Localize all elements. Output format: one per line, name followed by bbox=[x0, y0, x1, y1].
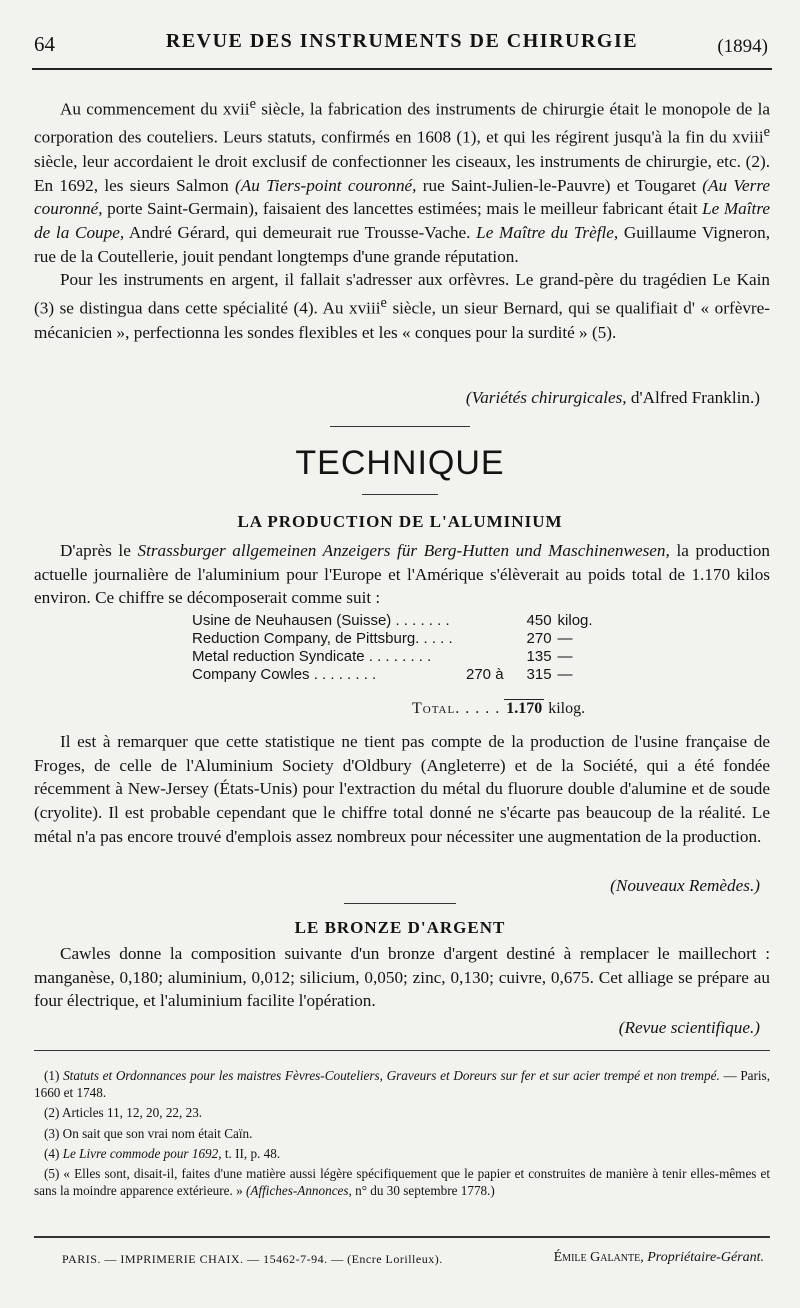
aluminium-intro: D'après le Strassburger allgemeinen Anzeigers für Berg-Hutten und Maschinenwesen, la production actuelle journalière de l'aluminium pour l'Europe et l'Amérique s'élèverait au poids total de 1.170 kilos environ. Ce chiffre se décomposerait comme suit : bbox=[34, 541, 770, 608]
footnote-1: (1) Statuts et Ordonnances pour les maistres Fèvres-Couteliers, Graveurs et Doreurs sur fer et sur acier trempé et non trempé. — Paris, 1660 et 1748. bbox=[34, 1068, 770, 1101]
table-cell-b: 315 bbox=[526, 666, 552, 683]
section-rule-top bbox=[330, 426, 470, 427]
footer-rule bbox=[34, 1236, 770, 1238]
journal-title: REVUE DES INSTRUMENTS DE CHIRURGIE bbox=[165, 30, 639, 52]
article-title-aluminium: LA PRODUCTION DE L'ALUMINIUM bbox=[237, 512, 563, 531]
intro-paragraph-2: Pour les instruments en argent, il fallait s'adresser aux orfèvres. Le grand-père du tragédien Le Kain (3) se distingua dans cette spécialité (4). Au xviii$^e$ siècle, un sieur Bernard, qui se qualifiait d' « orfèvre-mécanicien », perfectionna les sondes flexibles et les « conques pour la surdité » (5). bbox=[34, 270, 770, 342]
printer-imprint: PARIS. — IMPRIMERIE CHAIX. — 15462-7-94. — (Encre Lorilleux). bbox=[62, 1252, 443, 1266]
bronze-paragraph: Cawles donne la composition suivante d'un bronze d'argent destiné à remplacer le maillechort : manganèse, 0,180; aluminium, 0,012; silicium, 0,050; zinc, 0,130; cuivre, 0,675. Cet alliage se prépare au four électrique, et l'aluminium facilite l'opération. bbox=[34, 944, 770, 1011]
intro-source: (Variétés chirurgicales, d'Alfred Franklin.) bbox=[465, 388, 760, 407]
table-row bbox=[192, 612, 622, 630]
table-row bbox=[192, 666, 622, 684]
header-rule bbox=[32, 68, 772, 70]
section-rule-bottom bbox=[362, 494, 438, 495]
footnote-4: (4) Le Livre commode pour 1692, t. II, p. 48. bbox=[44, 1145, 281, 1161]
table-cell-b: 450 bbox=[526, 612, 552, 629]
section-title: TECHNIQUE bbox=[295, 444, 505, 482]
table-cell-name: Metal reduction Syndicate . . . . . . . . bbox=[192, 648, 432, 665]
footnote-rule bbox=[34, 1050, 770, 1051]
table-cell-a: 270 à bbox=[466, 666, 504, 683]
table-cell-b: 270 bbox=[526, 630, 552, 647]
footnote-5: (5) « Elles sont, disait-il, faites d'une matière aussi légère spécifiquement que le papier et construites de manière à tenir elles-mêmes et sans la moindre apparence extérieure. » (Affiches-Annonces, n° du 30 septembre 1778.) bbox=[34, 1166, 770, 1199]
publisher-signature: Émile Galante, Propriétaire-Gérant. bbox=[553, 1250, 764, 1265]
table-cell-name: Usine de Neuhausen (Suisse) . . . . . . . bbox=[192, 612, 450, 629]
production-total: Total. . . . . 1.170 kilog. bbox=[412, 700, 586, 717]
running-header bbox=[32, 26, 772, 62]
table-cell-a bbox=[466, 648, 504, 666]
table-cell-unit: — bbox=[557, 630, 573, 647]
table-cell-a bbox=[466, 630, 504, 648]
footnote-3: (3) On sait que son vrai nom était Caïn. bbox=[44, 1125, 253, 1141]
table-cell-unit: — bbox=[557, 666, 573, 683]
aluminium-source: (Nouveaux Remèdes.) bbox=[610, 876, 760, 895]
table-row bbox=[192, 648, 622, 666]
article-title-bronze: LE BRONZE D'ARGENT bbox=[294, 918, 506, 937]
table-cell-b: 135 bbox=[526, 648, 552, 665]
table-row bbox=[192, 630, 622, 648]
table-cell-unit: — bbox=[557, 648, 573, 665]
table-cell-a bbox=[466, 612, 504, 630]
table-cell-name: Company Cowles . . . . . . . . bbox=[192, 666, 377, 683]
footnotes bbox=[34, 1067, 770, 1202]
table-cell-name: Reduction Company, de Pittsburg. . . . . bbox=[192, 630, 453, 647]
article-divider bbox=[344, 903, 456, 904]
intro-text bbox=[34, 93, 770, 344]
aluminium-paragraph-2: Il est à remarquer que cette statistique ne tient pas compte de la production de l'usine française de Froges, de celle de l'Aluminium Society d'Oldbury (Angleterre) et de la Société, qui a été fondée récemment à New-Jersey (États-Unis) pour l'extraction du métal du fluorure double d'alumine et de soude (cryolite). Il est probable cependant que le chiffre total donné ne s'écarte pas beaucoup de la réalité. Le métal n'a pas encore trouvé d'emplois assez nombreux pour nécessiter une augmentation de la production. bbox=[34, 732, 770, 846]
journal-year: (1894) bbox=[717, 36, 768, 57]
table-cell-unit: kilog. bbox=[557, 612, 593, 629]
intro-paragraph-1: Au commencement du xvii$^e$ siècle, la fabrication des instruments de chirurgie était le monopole de la corporation des couteliers. Leurs statuts, confirmés en 1608 (1), et qui les régirent jusqu'à la fin du xviii$^e$ siècle, leur accordaient le droit exclusif de confectionner les ciseaux, les instruments de chirurgie, etc. (2). En 1692, les sieurs Salmon (Au Tiers-point couronné, rue Saint-Julien-le-Pauvre) et Tougaret (Au Verre couronné, porte Saint-Germain), faisaient des lancettes estimées; mais le meilleur fabricant était Le Maître de la Coupe, André Gérard, qui demeurait rue Trousse-Vache. Le Maître du Trèfle, Guillaume Vigneron, rue de la Coutellerie, jouit pendant longtemps d'une grande réputation. bbox=[34, 96, 771, 266]
page-number: 64 bbox=[34, 32, 55, 56]
bronze-source: (Revue scientifique.) bbox=[618, 1018, 760, 1037]
production-table bbox=[192, 612, 622, 684]
footnote-2: (2) Articles 11, 12, 20, 22, 23. bbox=[44, 1105, 203, 1121]
